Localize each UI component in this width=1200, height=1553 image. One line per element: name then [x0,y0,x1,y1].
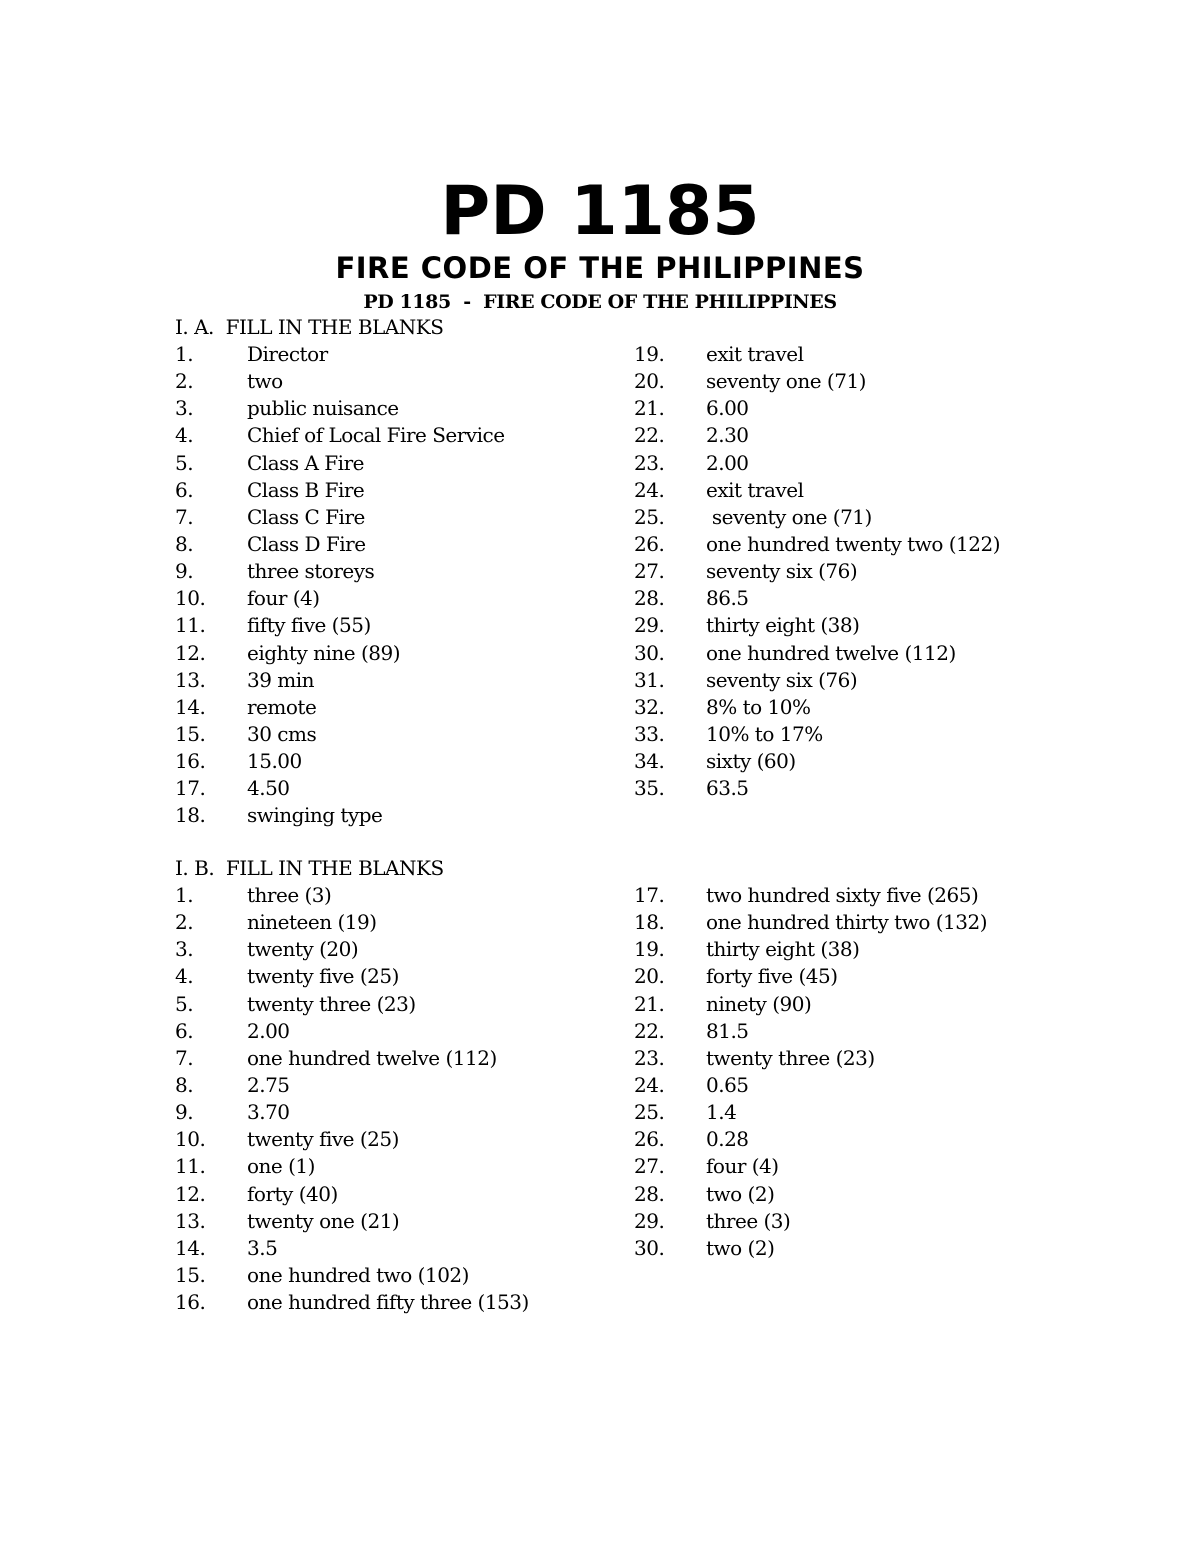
section-a-heading: I. A. FILL IN THE BLANKS [175,315,444,339]
answer-text: twenty five (25) [247,1127,399,1152]
answer-number: 15. [175,721,206,746]
answer-number: 27. [634,559,665,584]
answer-number: 20. [634,369,665,394]
answer-number: 13. [175,667,206,692]
answer-number: 31. [634,667,665,692]
answer-number: 8. [175,1072,194,1097]
answer-text: 8% to 10% [706,694,811,719]
answer-text: twenty three (23) [247,991,416,1016]
answer-text: two [247,369,283,394]
answer-text: exit travel [706,342,804,366]
answer-text: Class C Fire [247,504,365,529]
answer-text: three storeys [247,559,375,584]
answer-text: forty (40) [247,1181,338,1206]
document-subtitle: FIRE CODE OF THE PHILIPPINES [335,251,865,285]
answer-text: exit travel [706,477,804,502]
answer-text: two (2) [706,1181,775,1206]
answer-text: 86.5 [706,586,749,611]
answer-number: 26. [634,531,665,556]
answer-number: 24. [634,1072,665,1097]
answer-text: 1.4 [706,1100,737,1125]
answer-number: 18. [175,803,206,828]
answer-number: 5. [175,450,194,475]
answer-number: 10. [175,586,206,611]
answer-number: 26. [634,1127,665,1152]
answer-text: twenty one (21) [247,1208,400,1233]
answer-number: 29. [634,613,665,638]
answer-number: 23. [634,450,665,475]
answer-number: 22. [634,1018,665,1043]
answer-text: nineteen (19) [247,910,377,935]
answer-text: one hundred two (102) [247,1262,469,1287]
answer-text: thirty eight (38) [706,613,860,638]
answer-number: 7. [175,1045,194,1070]
answer-text: 0.65 [706,1072,749,1097]
answer-number: 17. [175,776,206,801]
answer-number: 2. [175,369,194,394]
answer-number: 16. [175,1290,206,1315]
answer-number: 30. [634,640,665,665]
answer-number: 16. [175,749,206,774]
answer-number: 24. [634,477,665,502]
answer-number: 12. [175,1181,206,1206]
answer-text: two hundred sixty five (265) [706,883,979,907]
answer-text: remote [247,694,317,719]
answer-number: 34. [634,749,665,774]
answer-text: fifty five (55) [247,613,371,638]
answer-text: Director [247,342,328,366]
answer-text: 2.75 [247,1072,290,1097]
answer-text: 2.00 [247,1018,290,1043]
answer-text: swinging type [247,803,383,828]
answer-text: seventy six (76) [706,667,858,692]
answer-text: one hundred twelve (112) [247,1045,497,1070]
answer-text: Class D Fire [247,531,366,556]
answer-text: 3.5 [247,1235,278,1260]
answer-text: four (4) [247,586,320,611]
answer-number: 21. [634,991,665,1016]
answer-number: 9. [175,559,194,584]
answer-number: 21. [634,396,665,421]
answer-text: ninety (90) [706,991,812,1016]
answer-number: 14. [175,694,206,719]
answer-number: 32. [634,694,665,719]
answer-number: 19. [634,342,665,366]
answer-text: public nuisance [247,396,399,421]
answer-number: 8. [175,531,194,556]
answer-number: 25. [634,1100,665,1125]
answer-number: 2. [175,910,194,935]
answer-number: 6. [175,1018,194,1043]
answer-number: 4. [175,964,194,989]
answer-number: 25. [634,504,665,529]
answer-text: two (2) [706,1235,775,1260]
answer-text: sixty (60) [706,749,796,774]
document-title: PD 1185 [440,172,760,251]
answer-number: 5. [175,991,194,1016]
answer-number: 28. [634,586,665,611]
answer-number: 11. [175,1154,206,1179]
answer-text: one (1) [247,1154,315,1179]
answer-number: 22. [634,423,665,448]
answer-text: thirty eight (38) [706,937,860,962]
answer-text: four (4) [706,1154,779,1179]
answer-text: one hundred thirty two (132) [706,910,988,935]
answer-text: 0.28 [706,1127,749,1152]
answer-text: seventy one (71) [706,369,866,394]
answer-number: 19. [634,937,665,962]
answer-number: 23. [634,1045,665,1070]
answer-number: 11. [175,613,206,638]
answer-text: 30 cms [247,721,317,746]
answer-text: seventy one (71) [706,504,872,529]
answer-number: 4. [175,423,194,448]
answer-text: twenty (20) [247,937,359,962]
answer-number: 1. [175,342,194,366]
answer-text: 39 min [247,667,315,692]
answer-text: one hundred twelve (112) [706,640,956,665]
answer-number: 7. [175,504,194,529]
answer-text: three (3) [247,883,332,907]
answer-text: Class A Fire [247,450,364,475]
answer-text: 63.5 [706,776,749,801]
answer-number: 35. [634,776,665,801]
answer-number: 30. [634,1235,665,1260]
answer-number: 1. [175,883,194,907]
answer-text: forty five (45) [706,964,838,989]
answer-number: 17. [634,883,665,907]
answer-number: 18. [634,910,665,935]
answer-text: one hundred fifty three (153) [247,1290,529,1315]
answer-number: 29. [634,1208,665,1233]
answer-text: 3.70 [247,1100,290,1125]
answer-number: 33. [634,721,665,746]
section-b-heading: I. B. FILL IN THE BLANKS [175,856,444,880]
answer-text: 4.50 [247,776,290,801]
answer-number: 20. [634,964,665,989]
answer-text: three (3) [706,1208,791,1233]
answer-number: 6. [175,477,194,502]
answer-text: twenty three (23) [706,1045,875,1070]
answer-text: 10% to 17% [706,721,823,746]
answer-text: twenty five (25) [247,964,399,989]
answer-number: 14. [175,1235,206,1260]
answer-text: Chief of Local Fire Service [247,423,505,448]
answer-number: 3. [175,937,194,962]
answer-number: 13. [175,1208,206,1233]
answer-number: 3. [175,396,194,421]
answer-text: eighty nine (89) [247,640,401,665]
answer-number: 9. [175,1100,194,1125]
answer-number: 27. [634,1154,665,1179]
answer-text: Class B Fire [247,477,365,502]
answer-text: 15.00 [247,749,302,774]
answer-text: 2.00 [706,450,749,475]
answer-text: 2.30 [706,423,749,448]
answer-number: 10. [175,1127,206,1152]
answer-number: 28. [634,1181,665,1206]
document-heading: PD 1185 - FIRE CODE OF THE PHILIPPINES [363,291,837,313]
answer-number: 12. [175,640,206,665]
answer-text: one hundred twenty two (122) [706,531,1001,556]
answer-text: 6.00 [706,396,749,421]
answer-text: seventy six (76) [706,559,858,584]
answer-text: 81.5 [706,1018,749,1043]
answer-number: 15. [175,1262,206,1287]
